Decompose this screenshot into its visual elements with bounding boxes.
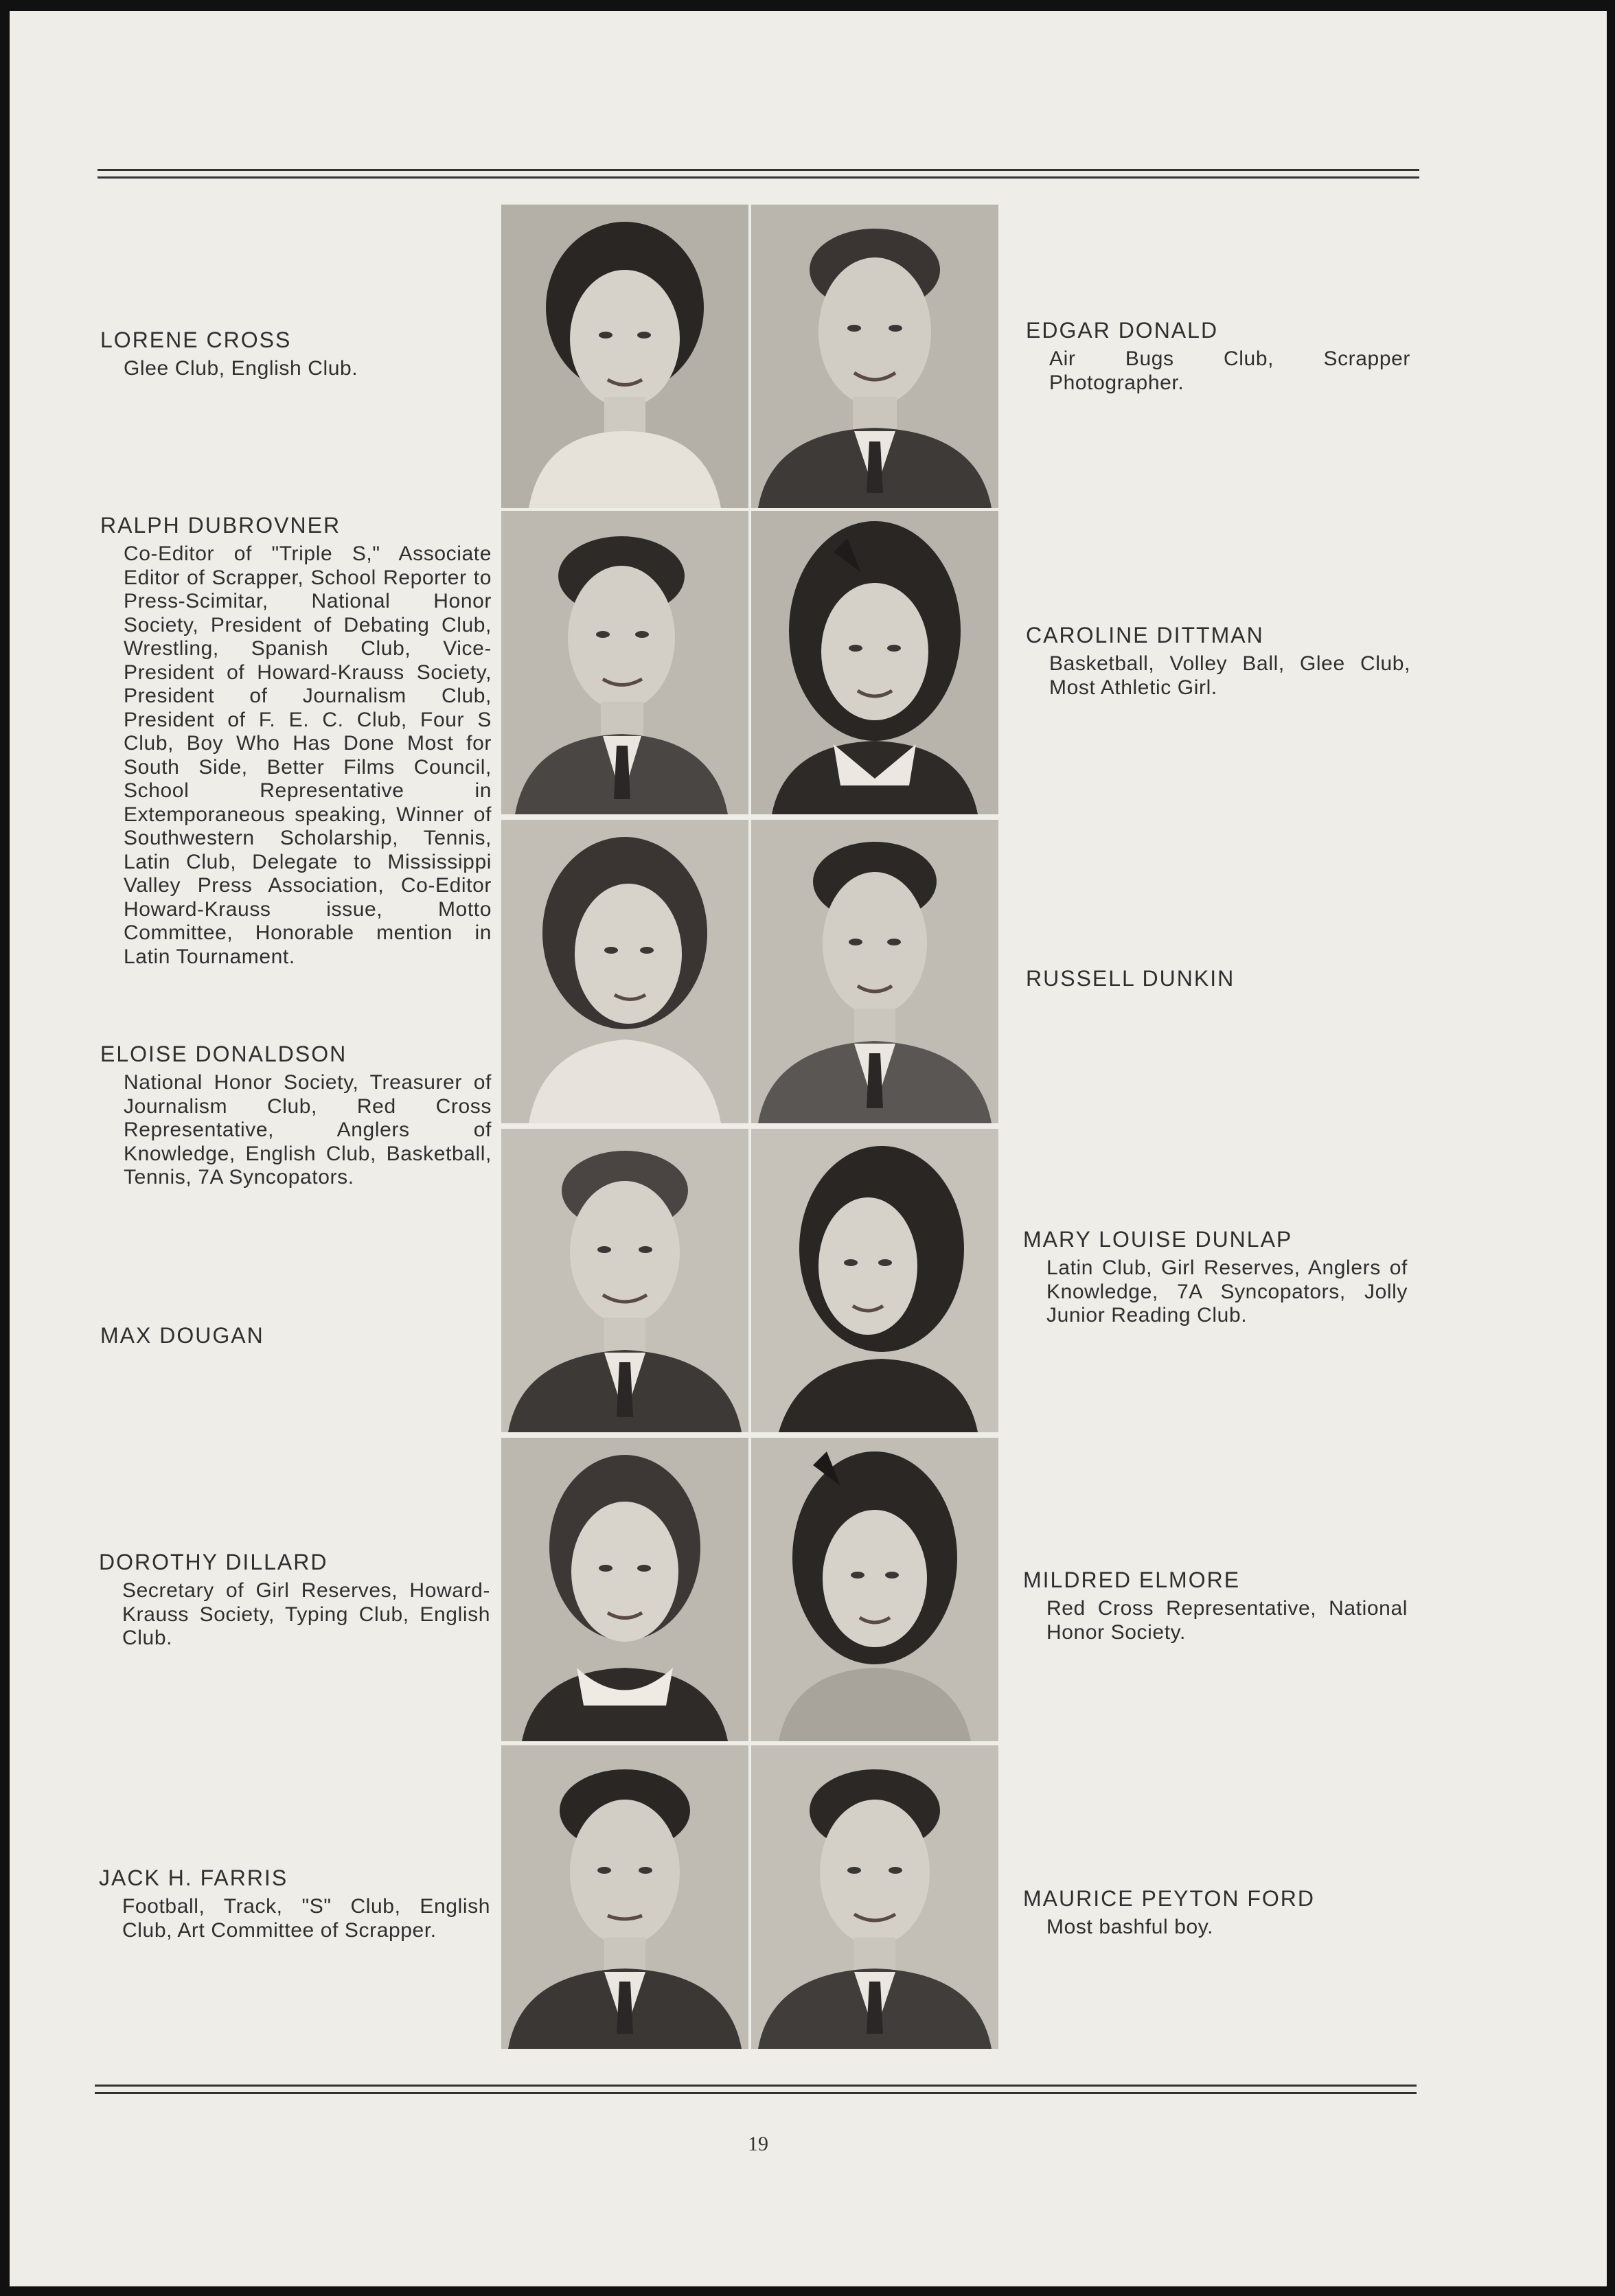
student-name: EDGAR DONALD [1026,318,1219,343]
portrait-max-dougan [501,1129,748,1432]
entry-caroline-dittman [1026,622,1410,700]
portrait-russell-dunkin [751,820,998,1123]
portrait-image [751,1129,998,1432]
student-name: CAROLINE DITTMAN [1026,623,1264,647]
portrait-mary-louise-dunlap [751,1129,998,1432]
student-name: DOROTHY DILLARD [99,1550,328,1574]
student-activities: Co-Editor of "Triple S," Associate Editor of Scrapper, School Reporter to Press-Scimitar, National Honor Society, President of Debating Club, Wrestling, Spanish Club, Vice-President of Howard-Krauss Society, President of Journalism Club, President of F. E. C. Club, Four S Club, Boy Who Has Done Most for South Side, Better Films Council, School Representative in Extemporaneous speaking, Winner of Southwestern Scholarship, Tennis, Latin Club, Delegate to Mississippi Valley Press Association, Co-Editor Howard-Krauss issue, Motto Committee, Honorable mention in Latin Tournament. [124,542,492,968]
portrait-image [751,205,998,508]
student-name: MAURICE PEYTON FORD [1023,1886,1315,1911]
entry-mildred-elmore [1023,1567,1408,1644]
entry-edgar-donald [1026,317,1410,395]
portrait-mildred-elmore [751,1438,998,1741]
portrait-edgar-donald [751,205,998,508]
entry-jack-farris [99,1865,490,1942]
entry-russell-dunkin [1026,965,1410,991]
top-double-rule [98,169,1419,179]
portrait-image [501,1129,748,1432]
portrait-image [751,820,998,1123]
yearbook-page [10,11,1607,2286]
student-activities: Latin Club, Girl Reserves, Anglers of Knowledge, 7A Syncopators, Jolly Junior Reading Club. [1046,1256,1408,1327]
student-name: RALPH DUBROVNER [100,513,341,538]
portrait-image [501,1438,748,1741]
student-activities: Football, Track, "S" Club, English Club, Art Committee of Scrapper. [122,1895,490,1942]
portrait-image [501,511,748,814]
portrait-ralph-dubrovner [501,511,748,814]
portrait-image [501,205,748,508]
entry-dorothy-dillard [99,1549,490,1651]
bottom-double-rule [95,2085,1417,2094]
student-activities: National Honor Society, Treasurer of Journalism Club, Red Cross Representative, Anglers of Knowledge, English Club, Basketball, Tennis, 7A Syncopators. [124,1071,492,1189]
student-activities: Red Cross Representative, National Honor Society. [1046,1597,1408,1644]
student-activities: Secretary of Girl Reserves, Howard-Krauss Society, Typing Club, English Club. [122,1579,490,1649]
student-name: MAX DOUGAN [100,1323,264,1348]
student-name: RUSSELL DUNKIN [1026,966,1235,991]
portrait-image [501,1745,748,2049]
portrait-caroline-dittman [751,511,998,814]
portrait-eloise-donaldson [501,820,748,1123]
student-name: ELOISE DONALDSON [100,1042,347,1066]
student-activities: Most bashful boy. [1046,1916,1214,1938]
student-name: JACK H. FARRIS [99,1866,288,1890]
student-name: LORENE CROSS [100,328,292,352]
student-activities: Air Bugs Club, Scrapper Photographer. [1049,347,1410,394]
page-number: 19 [748,2133,768,2155]
portrait-dorothy-dillard [501,1438,748,1741]
portrait-image [751,1745,998,2049]
entry-ralph-dubrovner [100,512,492,969]
student-activities: Glee Club, English Club. [124,357,358,380]
student-name: MILDRED ELMORE [1023,1568,1241,1592]
portrait-image [501,820,748,1123]
student-activities: Basketball, Volley Ball, Glee Club, Most Athletic Girl. [1049,652,1410,699]
entry-maurice-peyton-ford [1023,1885,1408,1940]
portrait-image [751,511,998,814]
portrait-lorene-cross [501,205,748,508]
portrait-image [751,1438,998,1741]
student-name: MARY LOUISE DUNLAP [1023,1227,1293,1252]
entry-eloise-donaldson [100,1041,492,1190]
portrait-jack-farris [501,1745,748,2049]
entry-lorene-cross [100,327,492,381]
entry-mary-louise-dunlap [1023,1226,1408,1328]
portrait-maurice-peyton-ford [751,1745,998,2049]
entry-max-dougan [100,1322,492,1348]
